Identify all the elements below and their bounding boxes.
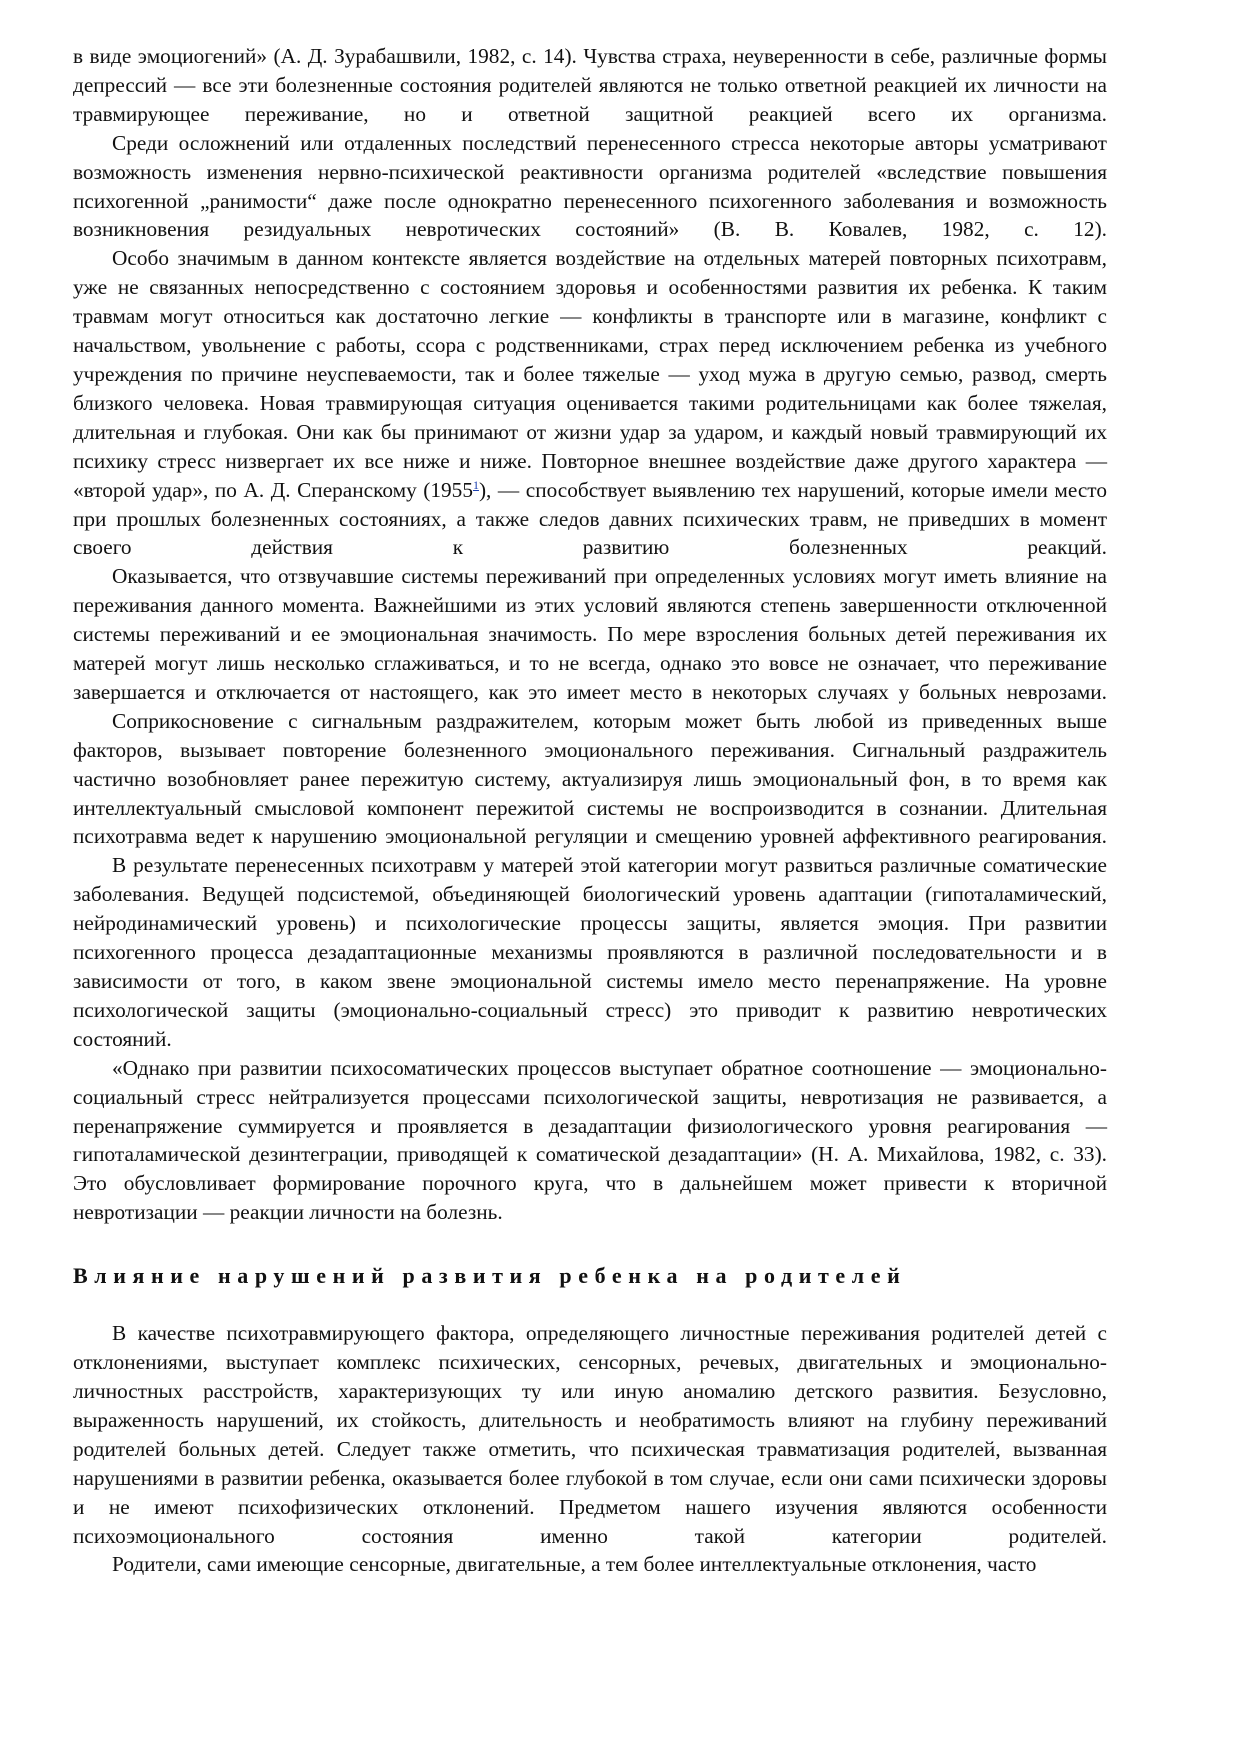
paragraph-6: В результате перенесенных психотравм у матерей этой категории могут развиться различные соматические заболевания. Ведущей подсистемой, объединяющей биологический уровень адаптации (гипоталамический, нейродинамический уровень) и психологические процессы защиты, является эмоция. При развитии психогенного процесса дезадаптационные механизмы проявляются в различной последовательности и в зависимости от того, в каком звене эмоциональной системы имело место перенапряжение. На уровне психологической защиты (эмоционально-социальный стресс) это приводит к развитию невротических состояний. [73, 853, 1107, 1051]
paragraph-3 [73, 244, 1107, 562]
footnote-link[interactable]: 1 [472, 477, 479, 492]
paragraph-7: «Однако при развитии психосоматических процессов выступает обратное соотношение — эмоционально-социальный стресс нейтрализуется процессами психологической защиты, невротизация не развивается, а перенапряжение суммируется и проявляется в дезадаптации физиологического уровня реагирования — гипоталамической дезинтеграции, приводящей к соматической дезадаптации» (Н. А. Михайлова, 1982, с. 33). Это обусловливает формирование порочного круга, что в дальнейшем может привести к вторичной невротизации — реакции личности на болезнь. [73, 1055, 1107, 1225]
paragraph-3-text-after: ), — способствует выявлению тех нарушений, которые имели место при прошлых болезненных состояниях, а также следов давних психических травм, не приведших в момент своего действия к развитию болезненных реакций. [73, 477, 1107, 560]
section-heading: Влияние нарушений развития ребенка на родителей [73, 1263, 907, 1289]
paragraph-2: Среди осложнений или отдаленных последствий перенесенного стресса некоторые авторы усматривают возможность изменения нервно-психической реактивности организма родителей «вследствие повышения психогенной „ранимости“ даже после однократно перенесенного психогенного заболевания и возможность возникновения резидуальных невротических состояний» (В. В. Ковалев, 1982, с. 12). [73, 130, 1107, 242]
paragraph-3-text-before: Особо значимым в данном контексте является воздействие на отдельных матерей повторных психотравм, уже не связанных непосредственно с состоянием здоровья и особенностями развития их ребенка. К таким травмам могут относиться как достаточно легкие — конфликты в транспорте или в магазине, конфликт с начальством, увольнение с работы, ссора с родственниками, страх перед исключением ребенка из учебного учреждения по причине неуспеваемости, так и более тяжелые — уход мужа в другую семью, развод, смерть близкого человека. Новая травмирующая ситуация оценивается такими родительницами как более тяжелая, длительная и глубокая. Они как бы принимают от жизни удар за ударом, и каждый новый травмирующий их психику стресс низвергает их все ниже и ниже. Повторное внешнее воздействие даже другого характера — «второй удар», по А. Д. Сперанскому (1955 [73, 246, 1107, 502]
paragraph-4: Оказывается, что отзвучавшие системы переживаний при определенных условиях могут иметь влияние на переживания данного момента. Важнейшими из этих условий являются степень завершенности отключенной системы переживаний и ее эмоциональная значимость. По мере взросления больных детей переживания их матерей могут лишь несколько сглаживаться, и то не всегда, однако это вовсе не означает, что переживание завершается и отключается от настоящего, как это имеет место в некоторых случаях у больных неврозами. [73, 564, 1107, 704]
section-paragraph-2: Родители, сами имеющие сенсорные, двигательные, а тем более интеллектуальные отклонения, часто [112, 1552, 1037, 1577]
section-paragraph-1: В качестве психотравмирующего фактора, определяющего личностные переживания родителей детей с отклонениями, выступает комплекс психических, сенсорных, речевых, двигательных и эмоционально-личностных расстройств, характеризующих ту или иную аномалию детского развития. Безусловно, выраженность нарушений, их стойкость, длительность и необратимость влияют на глубину переживаний родителей больных детей. Следует также отметить, что психическая травматизация родителей, вызванная нарушениями в развитии ребенка, оказывается более глубокой в том случае, если они сами психически здоровы и не имеют психофизических отклонений. Предметом нашего изучения являются особенности психоэмоционального состояния именно такой категории родителей. [73, 1321, 1107, 1548]
paragraph-5: Соприкосновение с сигнальным раздражителем, которым может быть любой из приведенных выше факторов, вызывает повторение болезненного эмоционального переживания. Сигнальный раздражитель частично возобновляет ранее пережитую систему, актуализируя лишь эмоциональный фон, в то время как интеллектуальный смысловой компонент пережитой системы не воспроизводится в сознании. Длительная психотравма ведет к нарушению эмоциональной регуляции и смещению уровней аффективного реагирования. [73, 708, 1107, 849]
paragraph-1: в виде эмоциогений» (А. Д. Зурабашвили, 1982, с. 14). Чувства страха, неуверенности в себе, различные формы депрессий — все эти болезненные состояния родителей являются не только ответной реакцией их личности на травмирующее переживание, но и ответной защитной реакцией всего их организма. [73, 44, 1107, 126]
